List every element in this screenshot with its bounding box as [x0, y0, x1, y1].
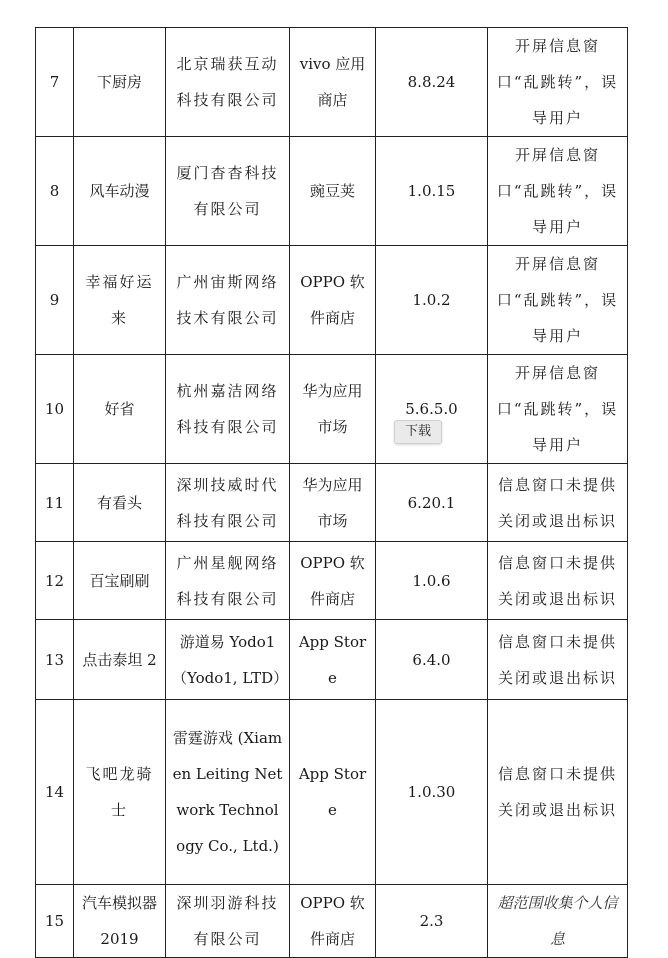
app-store: 华为应用市场: [290, 464, 376, 542]
version: 2.3: [376, 885, 488, 958]
app-name: 好省: [74, 355, 166, 464]
issue: 开屏信息窗口“乱跳转”，误导用户: [488, 355, 628, 464]
app-name: 飞吧龙骑士: [74, 700, 166, 885]
app-store: App Store: [290, 700, 376, 885]
issue: 开屏信息窗口“乱跳转”，误导用户: [488, 246, 628, 355]
developer: 广州宙斯网络技术有限公司: [166, 246, 290, 355]
app-store: 华为应用市场: [290, 355, 376, 464]
table-row: [36, 885, 628, 958]
issue: 信息窗口未提供关闭或退出标识: [488, 620, 628, 700]
app-store: 豌豆荚: [290, 137, 376, 246]
row-number: 13: [36, 620, 74, 700]
app-name: 汽车模拟器 2019: [74, 885, 166, 958]
developer: 广州星舰网络科技有限公司: [166, 542, 290, 620]
table-row: [36, 542, 628, 620]
table-row: [36, 246, 628, 355]
table-row: [36, 620, 628, 700]
row-number: 14: [36, 700, 74, 885]
app-violation-table: [35, 27, 628, 958]
developer: 厦门杳杳科技有限公司: [166, 137, 290, 246]
row-number: 8: [36, 137, 74, 246]
version: 8.8.24: [376, 28, 488, 137]
app-store: OPPO 软件商店: [290, 885, 376, 958]
issue: 信息窗口未提供关闭或退出标识: [488, 542, 628, 620]
version: 6.4.0: [376, 620, 488, 700]
developer: 雷霆游戏 (Xiamen Leiting Network Technology Co., Ltd.): [166, 700, 290, 885]
row-number: 11: [36, 464, 74, 542]
developer: 深圳羽游科技有限公司: [166, 885, 290, 958]
developer: 杭州嘉洁网络科技有限公司: [166, 355, 290, 464]
table-row: [36, 355, 628, 464]
developer: 深圳技威时代科技有限公司: [166, 464, 290, 542]
version: 1.0.6: [376, 542, 488, 620]
table-row: [36, 137, 628, 246]
app-name: 有看头: [74, 464, 166, 542]
table-row: [36, 28, 628, 137]
issue: 超范围收集个人信息: [488, 885, 628, 958]
version: 1.0.30: [376, 700, 488, 885]
row-number: 7: [36, 28, 74, 137]
issue: 开屏信息窗口“乱跳转”，误导用户: [488, 28, 628, 137]
row-number: 10: [36, 355, 74, 464]
issue: 开屏信息窗口“乱跳转”，误导用户: [488, 137, 628, 246]
app-name: 幸福好运来: [74, 246, 166, 355]
table-row: [36, 464, 628, 542]
row-number: 9: [36, 246, 74, 355]
app-store: OPPO 软件商店: [290, 246, 376, 355]
app-store: OPPO 软件商店: [290, 542, 376, 620]
app-name: 点击泰坦 2: [74, 620, 166, 700]
version: 6.20.1: [376, 464, 488, 542]
app-name: 百宝刷刷: [74, 542, 166, 620]
version: 1.0.15: [376, 137, 488, 246]
row-number: 12: [36, 542, 74, 620]
download-tooltip[interactable]: 下载: [394, 420, 442, 444]
app-store: vivo 应用商店: [290, 28, 376, 137]
issue: 信息窗口未提供关闭或退出标识: [488, 700, 628, 885]
table-row: [36, 700, 628, 885]
developer: 游道易 Yodo1（Yodo1, LTD）: [166, 620, 290, 700]
row-number: 15: [36, 885, 74, 958]
app-name: 风车动漫: [74, 137, 166, 246]
version: 1.0.2: [376, 246, 488, 355]
issue: 信息窗口未提供关闭或退出标识: [488, 464, 628, 542]
developer: 北京瑞获互动科技有限公司: [166, 28, 290, 137]
app-name: 下厨房: [74, 28, 166, 137]
app-store: App Store: [290, 620, 376, 700]
version: 5.6.5.0: [376, 355, 488, 464]
